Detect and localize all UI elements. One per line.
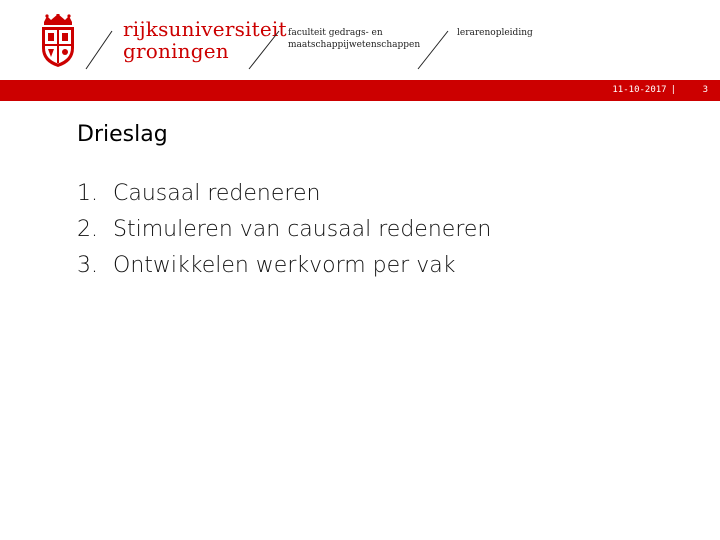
divider-slash <box>416 30 450 70</box>
slide-header <box>0 0 720 80</box>
university-name-line1: rijksuniversiteit <box>123 17 287 41</box>
list-item-text: Ontwikkelen werkvorm per vak <box>113 253 456 278</box>
slide-date: 11-10-2017 <box>612 85 667 95</box>
university-crest-icon <box>38 14 78 68</box>
header-band <box>0 80 720 101</box>
divider-slash <box>247 30 281 70</box>
faculty-name-line2: maatschappijwetenschappen <box>288 40 421 50</box>
faculty-name <box>288 27 420 51</box>
faculty-name-line1: faculteit gedrags- en <box>288 28 383 38</box>
list-item-text: Causaal redeneren <box>113 181 321 206</box>
university-name-line2: groningen <box>123 39 229 63</box>
list-item <box>77 212 491 248</box>
list-item-number: 1. <box>77 181 98 206</box>
divider-slash <box>84 30 114 70</box>
list-item-number: 3. <box>77 253 98 278</box>
list-item-number: 2. <box>77 217 98 242</box>
numbered-list <box>77 176 491 284</box>
department-name: lerarenopleiding <box>457 28 533 38</box>
slide-title: Drieslag <box>77 122 168 147</box>
list-item <box>77 176 491 212</box>
page-number: 3 <box>702 85 708 95</box>
meta-separator: | <box>670 85 676 95</box>
list-item-text: Stimuleren van causaal redeneren <box>113 217 492 242</box>
list-item <box>77 248 491 284</box>
slide-meta <box>612 85 680 95</box>
